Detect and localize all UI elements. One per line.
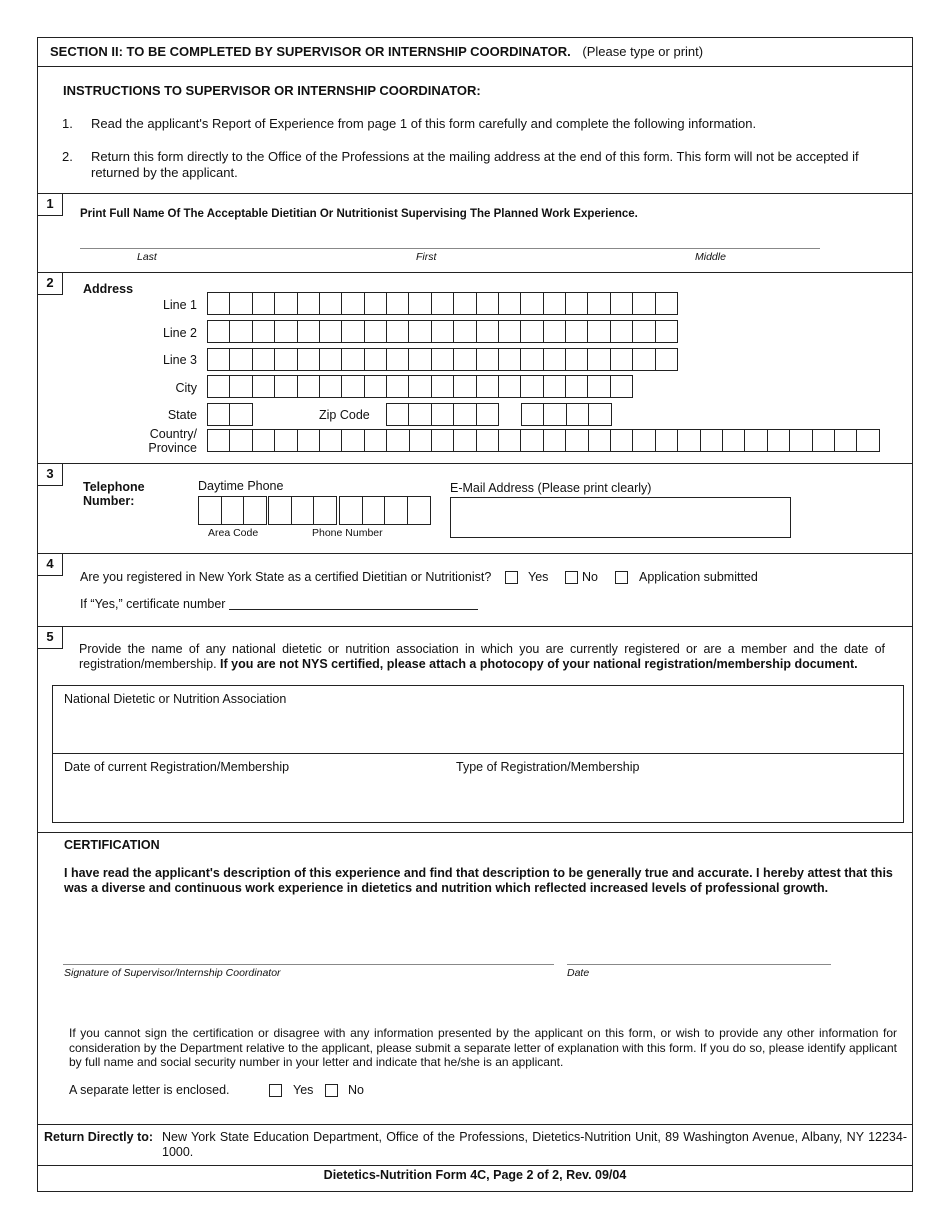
telephone-heading-line1: Telephone [83,480,145,494]
zip-plus4-input[interactable] [521,403,612,426]
registered-no-label: No [582,570,598,584]
email-input[interactable] [450,497,791,538]
registered-yes-label: Yes [528,570,549,584]
divider [37,193,913,194]
email-label: E-Mail Address (Please print clearly) [450,481,652,495]
phone-prefix-input[interactable] [268,496,337,525]
divider [37,272,913,273]
section-number-2: 2 [38,273,63,295]
section-number-3: 3 [38,464,63,486]
section-subtitle: (Please type or print) [582,44,704,59]
registration-date-label: Date of current Registration/Membership [64,760,290,774]
form-id: Dietetics-Nutrition Form 4C, Page 2 of 2, Rev. 09/04 [323,1168,627,1182]
application-submitted-label: Application submitted [639,570,758,584]
address-line1-input[interactable] [207,292,678,315]
divider [37,626,913,627]
section-number-1: 1 [38,194,63,216]
signature-label: Signature of Supervisor/Internship Coordinator [64,967,281,979]
section-number-4: 4 [38,554,63,576]
association-prompt-text: Provide the name of any national dietetic or nutrition association in which you are currently registered or are a member and the date of registration/membership. [79,642,885,671]
registered-yes-checkbox[interactable] [505,571,518,584]
telephone-heading [83,480,145,508]
letter-yes-label: Yes [293,1083,314,1097]
separate-letter-note: If you cannot sign the certification or disagree with any information presented by the applicant on this form, or wish to provide any other information for consideration by the Department relative to the applicant, please submit a separate letter of explanation with this form. If you do so, please identify applicant by full name and social security number in your letter and indicate that he/she is an applicant. [69,1026,897,1069]
registered-no-checkbox[interactable] [565,571,578,584]
association-field[interactable] [52,685,904,754]
instructions-heading: INSTRUCTIONS TO SUPERVISOR OR INTERNSHIP COORDINATOR: [63,83,481,98]
section-title: SECTION II: TO BE COMPLETED BY SUPERVISOR OR INTERNSHIP COORDINATOR. [50,44,571,59]
certificate-number-label: If “Yes,” certificate number [80,597,226,611]
line2-label: Line 2 [162,326,197,340]
country-label-line1: Country/ [149,427,197,441]
country-province-input[interactable] [207,429,880,452]
instruction-text-2: Return this form directly to the Office of the Professions at the mailing address at the end of this form. This form will not be accepted if returned by the applicant. [91,149,859,180]
address-line3-input[interactable] [207,348,678,371]
return-label: Return Directly to: [44,1130,154,1144]
city-label: City [175,381,197,395]
zip-code-input[interactable] [386,403,499,426]
return-address: New York State Education Department, Office of the Professions, Dietetics-Nutrition Unit, 89 Washington Avenue, Albany, NY 12234-1000. [162,1130,907,1159]
divider [37,66,913,67]
phone-number-label: Phone Number [312,527,383,539]
country-label-line2: Province [148,441,197,455]
registration-type-label: Type of Registration/Membership [456,760,640,774]
name-prompt: Print Full Name Of The Acceptable Dietitian Or Nutritionist Supervising The Planned Work Experience. [80,208,638,220]
date-input[interactable] [567,964,831,965]
divider [37,553,913,554]
certificate-number-input[interactable] [229,609,478,610]
signature-input[interactable] [63,964,554,965]
state-label: State [167,408,197,422]
letter-no-label: No [348,1083,364,1097]
association-prompt-bold: If you are not NYS certified, please attach a photocopy of your national registration/membership document. [220,657,858,671]
association-label: National Dietetic or Nutrition Association [64,692,287,706]
zip-label: Zip Code [319,408,370,422]
letter-yes-checkbox[interactable] [269,1084,282,1097]
address-line2-input[interactable] [207,320,678,343]
section-number-5: 5 [38,627,63,649]
certification-statement: I have read the applicant's description of this experience and find that description to be generally true and accurate. I hereby attest that this was a diverse and continuous work experience in dietetics and nutrition which reflected increased levels of professional growth. [64,866,893,895]
country-label [77,427,197,455]
section-header [50,44,703,59]
phone-line-input[interactable] [339,496,431,525]
middle-name-label: Middle [695,251,726,263]
divider [37,832,913,833]
full-name-input[interactable] [80,248,820,249]
instruction-text-1: Read the applicant's Report of Experience from page 1 of this form carefully and complete the following information. [91,116,757,131]
area-code-input[interactable] [198,496,267,525]
registration-question: Are you registered in New York State as a certified Dietitian or Nutritionist? [80,570,492,584]
area-code-label: Area Code [208,527,259,539]
date-label: Date [567,967,590,979]
address-heading: Address [83,282,134,296]
separate-letter-label: A separate letter is enclosed. [69,1083,230,1097]
divider [37,1124,913,1125]
registration-details-field[interactable] [52,753,904,823]
line3-label: Line 3 [162,353,197,367]
last-name-label: Last [137,251,157,263]
telephone-heading-line2: Number: [83,494,135,508]
letter-no-checkbox[interactable] [325,1084,338,1097]
instruction-num-1: 1. [62,116,73,131]
line1-label: Line 1 [162,298,197,312]
state-input[interactable] [207,403,253,426]
application-submitted-checkbox[interactable] [615,571,628,584]
divider [37,463,913,464]
city-input[interactable] [207,375,633,398]
instruction-num-2: 2. [62,149,73,164]
first-name-label: First [416,251,437,263]
divider [37,1165,913,1166]
daytime-phone-label: Daytime Phone [198,479,284,493]
certification-heading: CERTIFICATION [64,838,160,852]
association-prompt [79,642,885,672]
